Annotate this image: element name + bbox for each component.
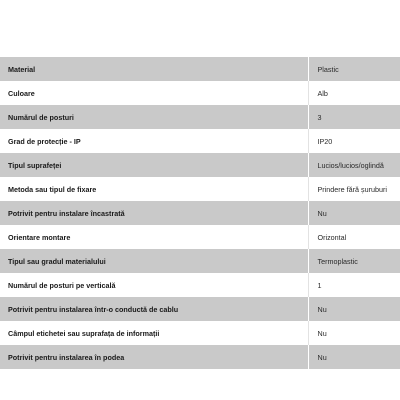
spec-value: 1 [308, 273, 400, 297]
spec-label: Material [0, 57, 308, 81]
spec-value: Lucios/lucios/oglindă [308, 153, 400, 177]
spec-value: Termoplastic [308, 249, 400, 273]
spec-label: Potrivit pentru instalarea într-o conductă de cablu [0, 297, 308, 321]
spec-value: 3 [308, 105, 400, 129]
spec-row-vertical-posts [0, 273, 400, 297]
spec-label: Tipul sau gradul materialului [0, 249, 308, 273]
specifications-table [0, 57, 400, 369]
spec-value: Prindere fără șuruburi [308, 177, 400, 201]
spec-row-mounting-orientation [0, 225, 400, 249]
specifications-body [0, 57, 400, 369]
spec-row-material [0, 57, 400, 81]
spec-row-flush-mount [0, 201, 400, 225]
spec-label: Câmpul etichetei sau suprafața de informații [0, 321, 308, 345]
spec-label: Potrivit pentru instalarea în podea [0, 345, 308, 369]
spec-value: Nu [308, 321, 400, 345]
spec-row-label-field [0, 321, 400, 345]
spec-row-number-of-posts [0, 105, 400, 129]
spec-row-color [0, 81, 400, 105]
spec-row-surface-type [0, 153, 400, 177]
spec-value: Alb [308, 81, 400, 105]
spec-label: Numărul de posturi [0, 105, 308, 129]
spec-label: Orientare montare [0, 225, 308, 249]
spec-row-floor-install [0, 345, 400, 369]
spec-row-mounting-method [0, 177, 400, 201]
spec-value: Orizontal [308, 225, 400, 249]
spec-value: IP20 [308, 129, 400, 153]
spec-label: Culoare [0, 81, 308, 105]
spec-label: Metoda sau tipul de fixare [0, 177, 308, 201]
spec-row-material-grade [0, 249, 400, 273]
spec-label: Tipul suprafeței [0, 153, 308, 177]
spec-value: Nu [308, 297, 400, 321]
spec-row-cable-duct [0, 297, 400, 321]
spec-row-ip-rating [0, 129, 400, 153]
spec-value: Nu [308, 345, 400, 369]
spec-value: Plastic [308, 57, 400, 81]
spec-label: Numărul de posturi pe verticală [0, 273, 308, 297]
spec-label: Grad de protecție - IP [0, 129, 308, 153]
spec-label: Potrivit pentru instalare încastrată [0, 201, 308, 225]
spec-value: Nu [308, 201, 400, 225]
